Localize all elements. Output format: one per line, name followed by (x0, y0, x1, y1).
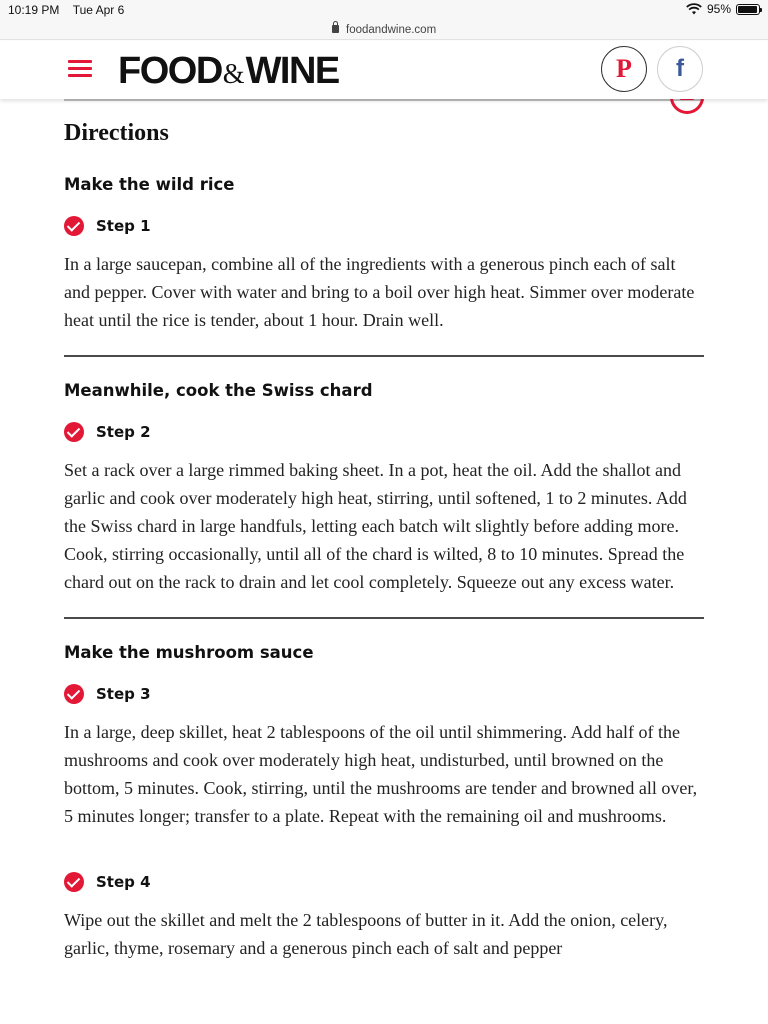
status-bar (0, 0, 768, 20)
directions-title: Directions (64, 120, 169, 146)
facebook-icon: f (676, 55, 684, 82)
hamburger-menu-icon[interactable] (68, 60, 92, 78)
url-text[interactable]: foodandwine.com (346, 24, 437, 36)
step-3-label: Step 3 (96, 685, 151, 703)
step-1-label: Step 1 (96, 217, 151, 235)
battery-icon (736, 4, 760, 15)
step-4-label: Step 4 (96, 873, 151, 891)
checkmark-circle-icon[interactable] (64, 216, 84, 236)
section-divider (64, 355, 704, 357)
step-4-header (64, 872, 704, 892)
step-1-header (64, 216, 704, 236)
step-1-text: In a large saucepan, combine all of the ingredients with a generous pinch each of salt and pepper. Cover with water and bring to a boil over high heat. Simmer over moderate heat until the rice is tender, about 1 hour. Drain well. (64, 254, 695, 330)
step-2-label: Step 2 (96, 423, 151, 441)
checkmark-circle-icon[interactable] (64, 684, 84, 704)
wifi-icon (686, 3, 702, 15)
checkmark-circle-icon[interactable] (64, 422, 84, 442)
pinterest-share-button[interactable] (601, 46, 647, 92)
step-2-text: Set a rack over a large rimmed baking sheet. In a pot, heat the oil. Add the shallot and garlic and cook over moderately high heat, stirring, until softened, 1 to 2 minutes. Add the Swiss chard in large handfuls, letting each batch wilt slightly before adding more. Cook, stirring occasionally, until all of the chard is wilted, 8 to 10 minutes. Spread the chard out on the rack to drain and let cool completely. Squeeze out any excess water. (64, 460, 687, 592)
battery-percent: 95% (706, 2, 731, 16)
pinterest-icon: P (616, 54, 632, 83)
status-time: 10:19 PM (8, 3, 60, 17)
step-2-header (64, 422, 704, 442)
lock-icon (332, 25, 339, 33)
step-3-header (64, 684, 704, 704)
url-bar[interactable] (0, 20, 768, 40)
section-heading-swiss-chard: Meanwhile, cook the Swiss chard (64, 381, 373, 400)
section-heading-wild-rice: Make the wild rice (64, 175, 235, 194)
checkmark-circle-icon[interactable] (64, 872, 84, 892)
facebook-share-button[interactable] (657, 46, 703, 92)
site-logo[interactable] (118, 50, 339, 93)
step-4-text: Wipe out the skillet and melt the 2 tablespoons of butter in it. Add the onion, celery, garlic, thyme, rosemary and a generous pinch each of salt and pepper (64, 910, 668, 958)
status-left (8, 3, 124, 17)
status-date: Tue Apr 6 (72, 3, 125, 17)
status-right (686, 2, 760, 16)
section-divider (64, 617, 704, 619)
step-3-text: In a large, deep skillet, heat 2 tablespoons of the oil until shimmering. Add half of the mushrooms and cook over moderately high heat, undisturbed, until browned on the bottom, 5 minutes. Cook, stirring, until the mushrooms are tender and browned all over, 5 minutes longer; transfer to a plate. Repeat with the remaining oil and mushrooms. (64, 722, 698, 826)
directions-content (64, 100, 704, 962)
section-heading-mushroom-sauce: Make the mushroom sauce (64, 643, 314, 662)
logo-wine: WINE (245, 50, 339, 92)
logo-ampersand: & (222, 59, 245, 90)
logo-food: FOOD (118, 50, 222, 92)
site-header (0, 41, 768, 99)
